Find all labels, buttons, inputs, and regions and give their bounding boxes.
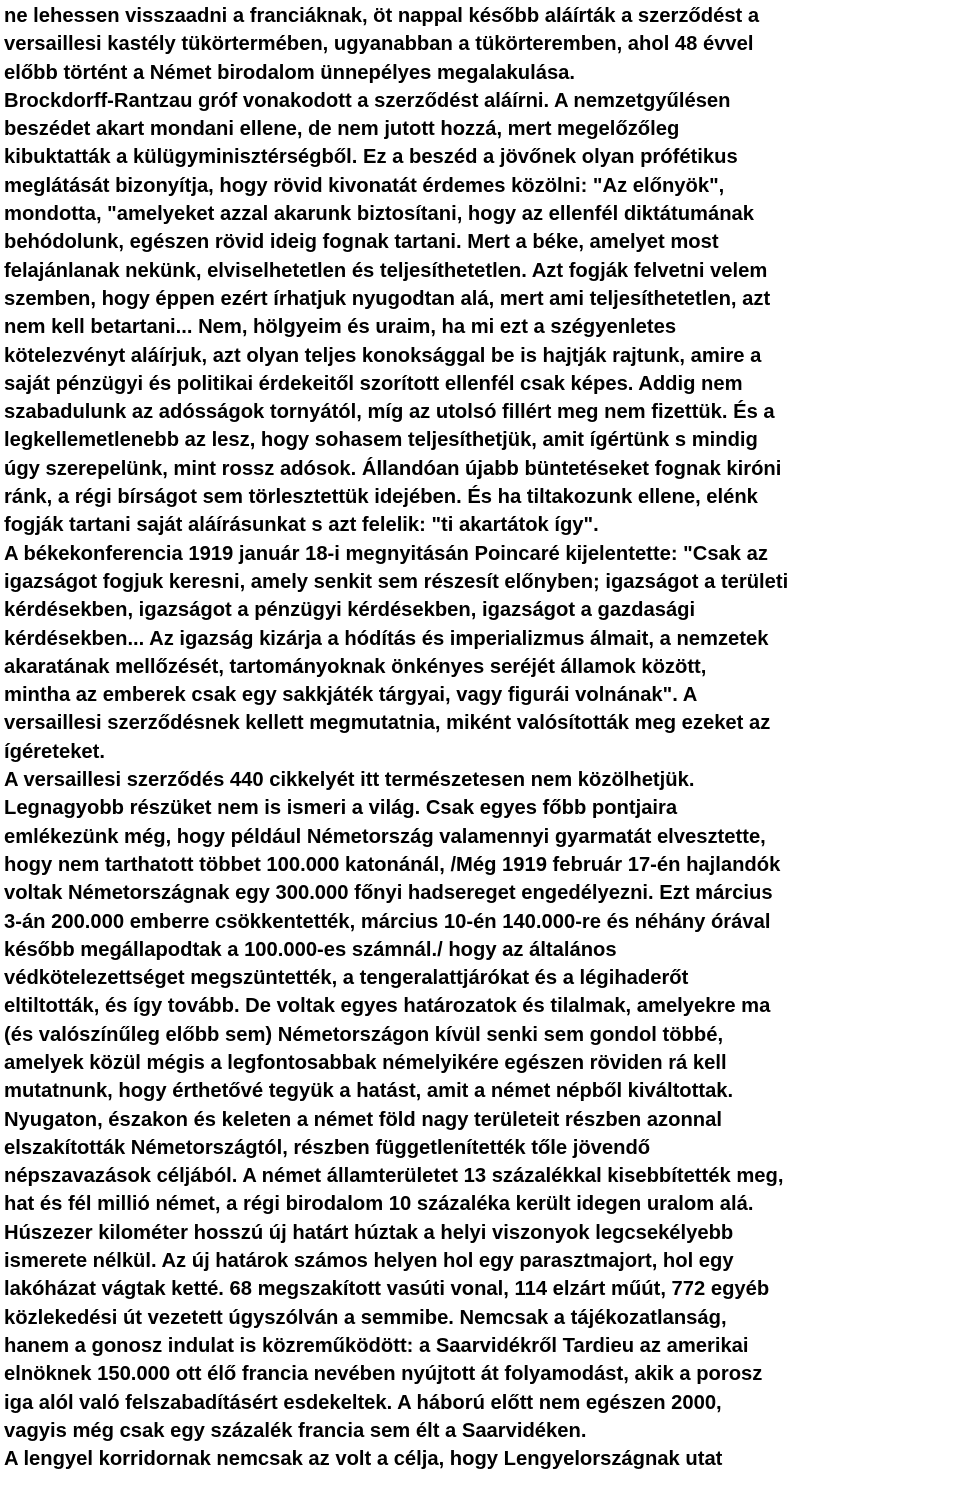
text-line: ismerete nélkül. Az új határok számos helyen hol egy parasztmajort, hol egy — [4, 1250, 734, 1273]
text-line: felajánlanak nekünk, elviselhetetlen és teljesíthetetlen. Azt fogják felvetni velem — [4, 259, 768, 282]
text-line: mondotta, "amelyeket azzal akarunk biztosítani, hogy az ellenfél diktátumának — [4, 203, 754, 226]
text-line: hat és fél millió német, a régi birodalom 10 százaléka került idegen uralom alá. — [4, 1193, 754, 1216]
text-line: lakóházat vágtak ketté. 68 megszakított vasúti vonal, 114 elzárt műút, 772 egyéb — [4, 1278, 770, 1301]
text-line: ránk, a régi bírságot sem törlesztettük idejében. És ha tiltakozunk ellene, elénk — [4, 486, 758, 509]
text-line: A lengyel korridornak nemcsak az volt a célja, hogy Lengyelországnak utat — [4, 1448, 723, 1471]
text-line: kötelezvényt aláírjuk, azt olyan teljes konoksággal be is hajtják rajtunk, amire a — [4, 344, 762, 367]
text-line: szabadulunk az adósságok tornyától, míg az utolsó fillért meg nem fizettük. És a — [4, 401, 775, 424]
text-line: kérdésekben... Az igazság kizárja a hódítás és imperializmus álmait, a nemzetek — [4, 627, 769, 650]
text-line: igazságot fogjuk keresni, amely senkit sem részesít előnyben; igazságot a területi — [4, 570, 789, 593]
text-line: hanem a gonosz indulat is közreműködött: a Saarvidékről Tardieu az amerikai — [4, 1334, 749, 1357]
text-line: 3-án 200.000 emberre csökkentették, március 10-én 140.000-re és néhány órával — [4, 910, 771, 933]
text-line: voltak Németországnak egy 300.000 főnyi hadsereget engedélyezni. Ezt március — [4, 882, 773, 905]
text-line — [4, 1473, 956, 1501]
text-line: mutatnunk, hogy érthetővé tegyük a hatást, amit a német népből kiváltottak. — [4, 1080, 734, 1103]
text-line: akaratának mellőzését, tartományoknak önkényes seréjét államok között, — [4, 655, 707, 678]
text-line: beszédet akart mondani ellene, de nem jutott hozzá, mert megelőzőleg — [4, 118, 680, 141]
text-line: emlékezünk még, hogy például Németország valamennyi gyarmatát elvesztette, — [4, 825, 766, 848]
text-line: A békekonferencia 1919 január 18-i megnyitásán Poincaré kijelentette: "Csak az — [4, 542, 768, 565]
text-line: amelyek közül mégis a legfontosabbak némelyikére egészen röviden rá kell — [4, 1051, 727, 1074]
text-line: behódolunk, egészen rövid ideig fognak tartani. Mert a béke, amelyet most — [4, 231, 719, 254]
text-line: hogy nem tarthatott többet 100.000 katonánál, /Még 1919 február 17-én hajlandók — [4, 853, 781, 876]
text-line: nem kell betartani... Nem, hölgyeim és uraim, ha mi ezt a szégyenletes — [4, 316, 677, 339]
text-line: saját pénzügyi és politikai érdekeitől szorított ellenfél csak képes. Addig nem — [4, 372, 743, 395]
text-line: Húszezer kilométer hosszú új határt húztak a helyi viszonyok legcsekélyebb — [4, 1221, 734, 1244]
text-line: kibuktatták a külügyminisztérségből. Ez a beszéd a jövőnek olyan prófétikus — [4, 146, 738, 169]
text-line: versaillesi szerződésnek kellett megmutatnia, miként valósították meg ezeket az — [4, 712, 771, 735]
text-line: elszakították Németországtól, részben függetlenítették tőle jövendő — [4, 1136, 651, 1159]
text-line: legkellemetlenebb az lesz, hogy sohasem teljesíthetjük, amit ígértünk s mindig — [4, 429, 758, 452]
text-line: közlekedési út vezetett úgyszólván a semmibe. Nemcsak a tájékozatlanság, — [4, 1306, 727, 1329]
text-line: A versaillesi szerződés 440 cikkelyét itt természetesen nem közölhetjük. — [4, 769, 695, 792]
text-line: később megállapodtak a 100.000-es számnál./ hogy az általános — [4, 938, 617, 961]
text-line: mintha az emberek csak egy sakkjáték tárgyai, vagy figurái volnának". A — [4, 684, 698, 707]
text-line: versaillesi kastély tükörtermében, ugyanabban a tükörteremben, ahol 48 évvel — [4, 33, 754, 56]
text-line: (és valószínűleg előbb sem) Németországon kívül senki sem gondol többé, — [4, 1023, 724, 1046]
text-line: népszavazások céljából. A német államterületet 13 százalékkal kisebbítették meg, — [4, 1165, 784, 1188]
text-line: fogják tartani saját aláírásunkat s azt felelik: "ti akartátok így". — [4, 514, 599, 537]
text-line: Nyugaton, északon és keleten a német föld nagy területeit részben azonnal — [4, 1108, 722, 1131]
text-line: úgy szerepelünk, mint rossz adósok. Állandóan újabb büntetéseket fognak kiróni — [4, 457, 782, 480]
text-line: vagyis még csak egy százalék francia sem élt a Saarvidéken. — [4, 1419, 587, 1442]
text-line: szemben, hogy éppen ezért írhatjuk nyugodtan alá, mert ami teljesíthetetlen, azt — [4, 287, 771, 310]
text-line: előbb történt a Német birodalom ünnepélyes megalakulása. — [4, 61, 576, 84]
text-line: ígéreteket. — [4, 740, 105, 763]
text-line: eltiltották, és így tovább. De voltak egyes határozatok és tilalmak, amelyekre ma — [4, 995, 771, 1018]
text-line: Legnagyobb részüket nem is ismeri a világ. Csak egyes főbb pontjaira — [4, 797, 678, 820]
text-line: iga alól való felszabadításért esdekeltek. A háború előtt nem egészen 2000, — [4, 1391, 722, 1414]
text-line: ne lehessen visszaadni a franciáknak, öt nappal később aláírták a szerződést a — [4, 5, 760, 27]
text-line: Brockdorff-Rantzau gróf vonakodott a szerződést aláírni. A nemzetgyűlésen — [4, 89, 731, 112]
text-line: elnöknek 150.000 ott élő francia nevében nyújtott át folyamodást, akik a porosz — [4, 1363, 763, 1386]
text-line: védkötelezettséget megszüntették, a tengeralattjárókat és a légihaderőt — [4, 967, 689, 990]
text-line: meglátását bizonyítja, hogy rövid kivonatát érdemes közölni: "Az előnyök", — [4, 174, 725, 197]
text-line: kérdésekben, igazságot a pénzügyi kérdésekben, igazságot a gazdasági — [4, 599, 696, 622]
